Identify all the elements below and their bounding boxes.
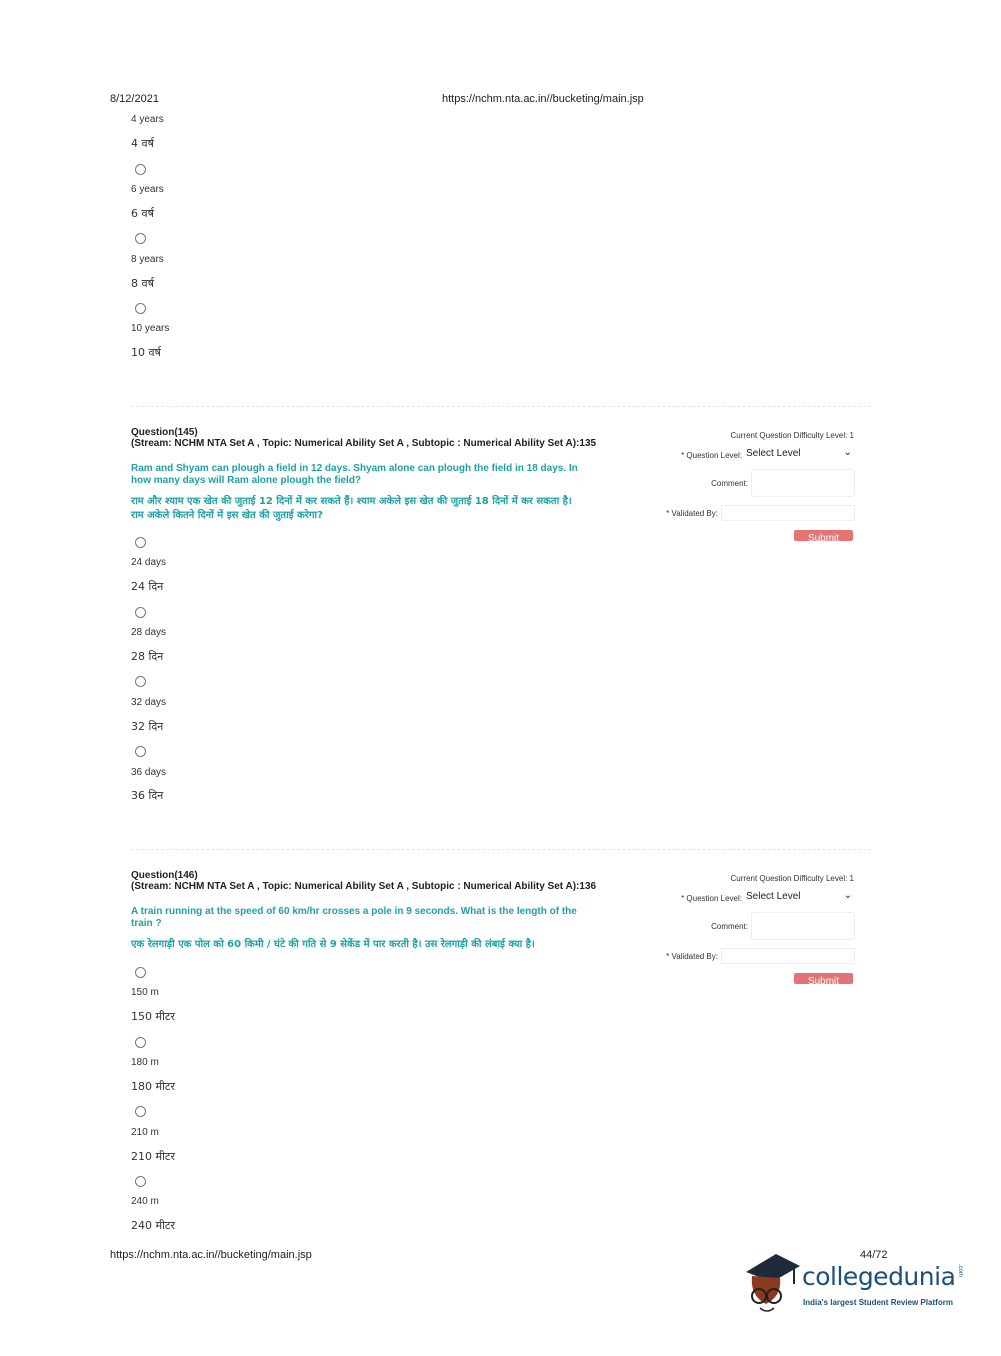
- option-hi: 6 वर्ष: [131, 207, 154, 220]
- print-date: 8/12/2021: [110, 93, 159, 105]
- comment-field[interactable]: [751, 912, 855, 940]
- option-radio[interactable]: [135, 537, 146, 548]
- option-radio[interactable]: [135, 303, 146, 314]
- question-text-en: Ram and Shyam can plough a field in 12 days. Shyam alone can plough the field in 18 days. In how many days will Ram alone plough the field?: [131, 463, 578, 486]
- validated-by-label: * Validated By:: [666, 952, 718, 961]
- option-hi: 28 दिन: [131, 650, 164, 663]
- option-en: 210 m: [131, 1127, 159, 1138]
- option-en: 28 days: [131, 627, 167, 638]
- difficulty-level: Current Question Difficulty Level: 1: [730, 431, 854, 440]
- option-hi: 8 वर्ष: [131, 277, 154, 290]
- option-hi: 10 वर्ष: [131, 346, 161, 359]
- option-en: 8 years: [131, 254, 164, 265]
- option-hi: 180 मीटर: [131, 1080, 175, 1093]
- option-radio[interactable]: [135, 1106, 146, 1117]
- submit-button[interactable]: Submit: [794, 973, 853, 984]
- footer-url: https://nchm.nta.ac.in//bucketing/main.jsp: [110, 1249, 312, 1261]
- option-radio[interactable]: [135, 164, 146, 175]
- select-value: Select Level: [746, 448, 801, 459]
- mascot-icon: [742, 1250, 802, 1316]
- question-stream: (Stream: NCHM NTA Set A , Topic: Numerical Ability Set A , Subtopic : Numerical Ability Set A):135: [131, 438, 597, 449]
- difficulty-level: Current Question Difficulty Level: 1: [730, 874, 854, 883]
- collegedunia-logo: [742, 1250, 972, 1320]
- comment-label: Comment:: [711, 922, 748, 931]
- option-en: 240 m: [131, 1196, 159, 1207]
- option-radio[interactable]: [135, 1176, 146, 1187]
- option-hi: 24 दिन: [131, 580, 164, 593]
- option-radio[interactable]: [135, 676, 146, 687]
- brand-suffix: .com: [957, 1264, 963, 1278]
- question-level-label: * Question Level:: [681, 894, 742, 903]
- option-hi: 4 वर्ष: [131, 137, 154, 150]
- brand-name: collegedunia: [802, 1262, 956, 1291]
- option-en: 10 years: [131, 323, 170, 334]
- option-hi: 32 दिन: [131, 720, 164, 733]
- print-url: https://nchm.nta.ac.in//bucketing/main.jsp: [442, 93, 644, 105]
- chevron-down-icon: ⌄: [843, 447, 852, 458]
- option-hi: 36 दिन: [131, 789, 164, 802]
- question-level-select[interactable]: [746, 448, 854, 462]
- submit-button[interactable]: Submit: [794, 530, 853, 541]
- option-radio[interactable]: [135, 233, 146, 244]
- brand-tagline: India's largest Student Review Platform: [803, 1298, 953, 1307]
- question-text-hi: एक रेलगाड़ी एक पोल को 60 किमी / घंटे की गति से 9 सेकेंड में पार करती है। उस रेलगाड़ी की लंबाई क्या है।: [131, 939, 535, 950]
- option-radio[interactable]: [135, 1037, 146, 1048]
- option-hi: 150 मीटर: [131, 1010, 175, 1023]
- comment-label: Comment:: [711, 479, 748, 488]
- question-text-en: A train running at the speed of 60 km/hr crosses a pole in 9 seconds. What is the length of the train ?: [131, 906, 577, 929]
- divider: [131, 849, 871, 850]
- option-en: 6 years: [131, 184, 164, 195]
- question-title: Question(145): [131, 427, 198, 438]
- option-en: 150 m: [131, 987, 159, 998]
- page-number: 44/72: [860, 1249, 888, 1261]
- option-en: 4 years: [131, 114, 164, 125]
- question-stream: (Stream: NCHM NTA Set A , Topic: Numerical Ability Set A , Subtopic : Numerical Ability Set A):136: [131, 881, 597, 892]
- option-hi: 240 मीटर: [131, 1219, 175, 1232]
- question-title: Question(146): [131, 870, 198, 881]
- divider: [131, 406, 871, 407]
- option-en: 36 days: [131, 767, 167, 778]
- validated-by-field[interactable]: [721, 505, 855, 521]
- option-radio[interactable]: [135, 967, 146, 978]
- option-en: 24 days: [131, 557, 167, 568]
- question-level-label: * Question Level:: [681, 451, 742, 460]
- option-radio[interactable]: [135, 607, 146, 618]
- select-value: Select Level: [746, 891, 801, 902]
- option-hi: 210 मीटर: [131, 1150, 175, 1163]
- comment-field[interactable]: [751, 469, 855, 497]
- question-level-select[interactable]: [746, 891, 854, 905]
- validated-by-field[interactable]: [721, 948, 855, 964]
- option-radio[interactable]: [135, 746, 146, 757]
- validated-by-label: * Validated By:: [666, 509, 718, 518]
- option-en: 180 m: [131, 1057, 159, 1068]
- chevron-down-icon: ⌄: [843, 890, 852, 901]
- question-text-hi: राम और श्याम एक खेत की जुताई 12 दिनों में कर सकते हैं। श्याम अकेले इस खेत की जुताई 18 दिनों में कर सकता है। राम अकेले कितने दिनों में इस खेत की जुताई करेगा?: [131, 496, 572, 521]
- option-en: 32 days: [131, 697, 167, 708]
